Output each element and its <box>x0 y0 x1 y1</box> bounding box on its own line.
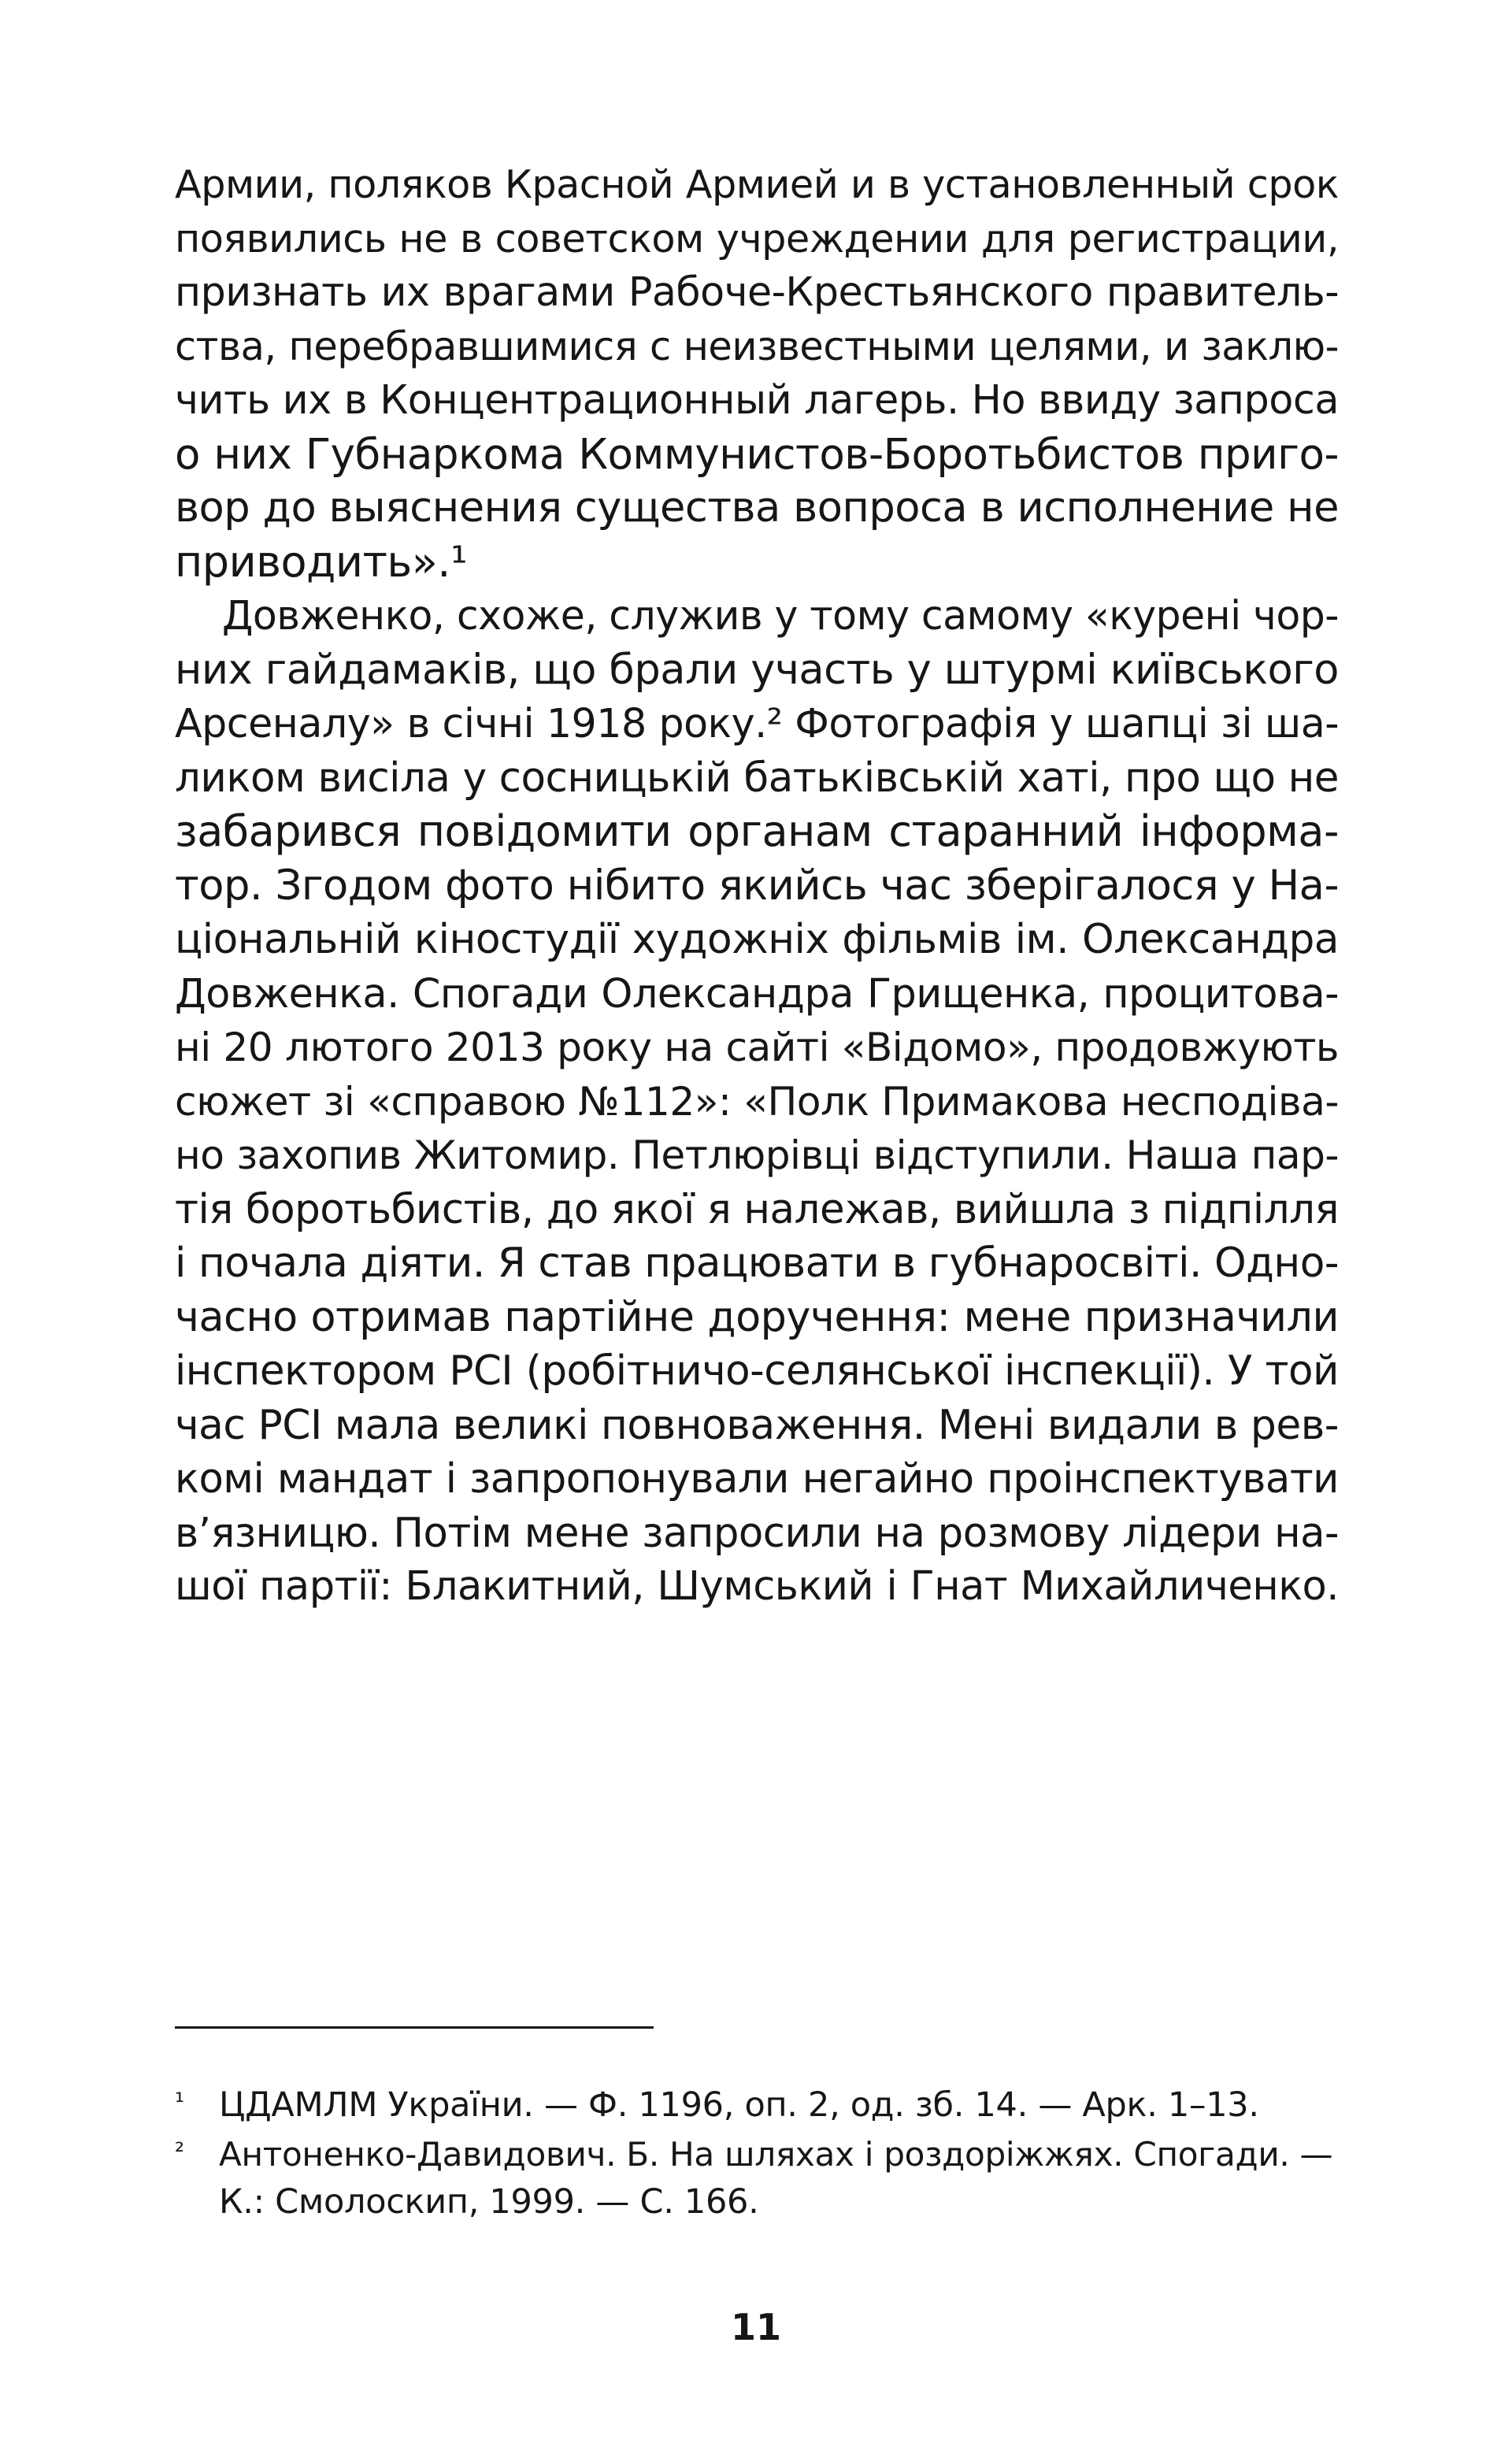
footnotes <box>175 2079 1339 2226</box>
body-text <box>175 158 1339 1614</box>
text-line: них гайдамаків, що брали участь у штурмі київського <box>175 645 1339 694</box>
text-line: забарився повідомити органам старанний інформа- <box>175 806 1339 856</box>
text-line: сюжет зі «справою №112»: «Полк Примакова несподіва- <box>175 1077 1339 1125</box>
footnote-marker: ² <box>175 2138 184 2166</box>
text-line: Довженка. Спогади Олександра Грищенка, процитова- <box>175 969 1339 1017</box>
text-line: но захопив Житомир. Петлюрівці відступили. Наша пар- <box>175 1132 1339 1178</box>
text-line: о них Губнаркома Коммунистов-Боротьбистов приго- <box>175 429 1339 479</box>
text-line: в’язницю. Потім мене запросили на розмову лідери на- <box>175 1509 1339 1557</box>
text-line: чить их в Концентрационный лагерь. Но ввиду запроса <box>175 376 1339 423</box>
footnote-divider <box>175 2026 654 2029</box>
text-line: тія боротьбистів, до якої я належав, вийшла з підпілля <box>175 1185 1339 1233</box>
text-line: інспектором РСІ (робітничо-селянської інспекції). У той <box>175 1347 1339 1395</box>
text-line: приводить».¹ <box>175 536 468 587</box>
text-line: Армии, поляков Красной Армией и в установленный срок <box>175 161 1339 207</box>
footnote-1 <box>175 2079 1339 2129</box>
text-line: Арсеналу» в січні 1918 року.² Фотографія у шапці зі ша- <box>175 700 1339 747</box>
text-line: ціональній кіностудії художніх фільмів ім. Олександра <box>175 916 1339 963</box>
footnote-text: ЦДАМЛМ України. — Ф. 1196, оп. 2, од. зб. 14. — Арк. 1–13. <box>219 2085 1259 2125</box>
text-line: і почала діяти. Я став працювати в губнаросвіті. Одно- <box>175 1240 1339 1287</box>
text-line: ні 20 лютого 2013 року на сайті «Відомо», продовжують <box>175 1024 1339 1070</box>
text-line: часно отримав партійне доручення: мене призначили <box>175 1292 1339 1341</box>
text-line: шої партії: Блакитний, Шумський і Гнат Михайличенко. <box>175 1563 1339 1610</box>
paragraph-start-line: Довженко, схоже, служив у тому самому «курені чор- <box>222 592 1339 639</box>
text-line: ства, перебравшимися с неизвестными целями, и заклю- <box>175 323 1339 369</box>
text-line: тор. Згодом фото нібито якийсь час зберігалося у На- <box>175 861 1339 910</box>
text-line: появились не в советском учреждении для регистрации, <box>175 215 1339 261</box>
footnote-2 <box>175 2129 1339 2178</box>
page-number: 11 <box>730 2306 781 2348</box>
text-line: комі мандат і запропонували негайно проінспектувати <box>175 1455 1339 1503</box>
text-line: ликом висіла у сосницькій батьківській хаті, про що не <box>175 754 1339 802</box>
text-line: признать их врагами Рабоче-Крестьянского правитель- <box>175 269 1339 315</box>
footnote-2-continuation: К.: Смолоскип, 1999. — С. 166. <box>219 2182 759 2222</box>
text-line: час РСІ мала великі повноваження. Мені видали в рев- <box>175 1401 1339 1449</box>
footnote-marker: ¹ <box>175 2089 184 2116</box>
footnote-text: Антоненко-Давидович. Б. На шляхах і роздоріжжях. Спогади. — <box>219 2135 1333 2174</box>
text-line: вор до выяснения существа вопроса в исполнение не <box>175 484 1339 532</box>
